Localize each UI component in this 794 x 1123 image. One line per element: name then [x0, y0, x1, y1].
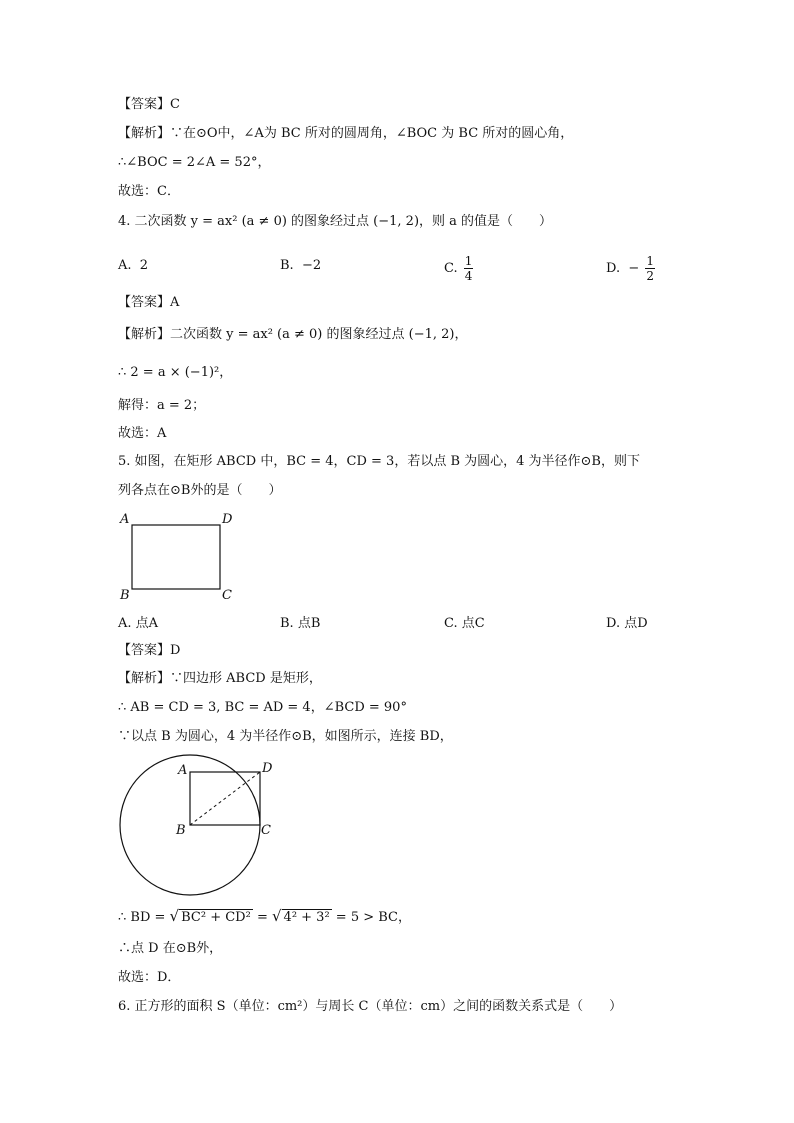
- q4-answer: 【答案】A: [118, 295, 180, 310]
- q4-option-d-numerator: 1: [646, 254, 655, 268]
- circle-label-a: A: [178, 763, 188, 778]
- q4-option-a-value: 2: [139, 258, 149, 273]
- q6-stem: 6. 正方形的面积 S（单位：cm²）与周长 C（单位：cm）之间的函数关系式是（ ）: [118, 999, 623, 1014]
- circle-label-b: B: [176, 823, 186, 838]
- q4-option-b-label: B.: [280, 258, 294, 273]
- label-c: C: [222, 588, 232, 603]
- rectangle-figure: [112, 508, 252, 604]
- sqrt-radicand-1: BC² + CD²: [181, 910, 251, 925]
- label-b: B: [120, 588, 130, 603]
- q5-analysis-line2: ∴ AB = CD = 3, BC = AD = 4，∠BCD = 90°: [118, 700, 407, 715]
- q5-answer: 【答案】D: [118, 643, 181, 658]
- q4-option-c-fraction: [464, 254, 474, 283]
- q4-option-d-denominator: 2: [646, 269, 655, 283]
- q4-option-d-fraction: [645, 254, 655, 283]
- sqrt-symbol-1: √: [169, 907, 180, 925]
- q5-option-a: A. 点A: [118, 616, 159, 631]
- label-a: A: [120, 512, 130, 527]
- rectangle-abcd: [132, 525, 220, 589]
- sqrt-symbol-2: √: [271, 907, 282, 925]
- bd-prefix: ∴ BD =: [118, 910, 170, 925]
- sqrt-radicand-2: 4² + 3²: [283, 910, 330, 925]
- label-d: D: [222, 512, 233, 527]
- q5-stem-line1: 5. 如图，在矩形 ABCD 中，BC = 4，CD = 3，若以点 B 为圆心，4 为半径作⊙B，则下: [118, 454, 640, 469]
- q5-option-d: D. 点D: [606, 616, 648, 631]
- q4-options: [118, 254, 678, 283]
- q3-choose: 故选：C．: [118, 184, 180, 199]
- q4-option-c-label: C.: [444, 261, 458, 276]
- q4-option-d-label: D.: [606, 261, 621, 276]
- q5-choose: 故选：D．: [118, 970, 181, 985]
- q3-analysis-line2: ∴∠BOC = 2∠A = 52°，: [118, 155, 271, 170]
- q5-analysis-line5: ∴点 D 在⊙B外，: [118, 941, 223, 956]
- q4-option-b-value: −2: [301, 258, 322, 273]
- q4-option-d-sign: −: [628, 261, 640, 276]
- circle-label-c: C: [261, 823, 271, 838]
- circle-figure: [112, 752, 282, 898]
- q5-analysis-line3: ∵以点 B 为圆心，4 为半径作⊙B，如图所示，连接 BD，: [118, 729, 453, 744]
- q4-analysis-line1: 【解析】二次函数 y = ax² (a ≠ 0) 的图象经过点 (−1, 2)，: [118, 327, 468, 342]
- circle-label-d: D: [262, 761, 273, 776]
- q5-analysis-line4: [118, 906, 411, 928]
- q4-stem: 4. 二次函数 y = ax² (a ≠ 0) 的图象经过点 (−1, 2)，则 a 的值是（ ）: [118, 214, 553, 229]
- q5-option-c: C. 点C: [444, 616, 485, 631]
- q3-analysis-line1: 【解析】∵在⊙O中，∠A为 BC 所对的圆周角，∠BOC 为 BC 所对的圆心角，: [118, 126, 574, 141]
- q4-option-c-numerator: 1: [464, 254, 473, 268]
- q4-option-b: [280, 254, 321, 278]
- q5-option-b: B. 点B: [280, 616, 321, 631]
- q5-options: [118, 612, 678, 636]
- q5-analysis-line1: 【解析】∵四边形 ABCD 是矩形，: [118, 671, 322, 686]
- q4-option-c-denominator: 4: [464, 269, 473, 283]
- q4-option-a: [118, 254, 148, 278]
- q4-analysis-line3: 解得：a = 2；: [118, 398, 206, 413]
- diagonal-bd: [190, 772, 260, 825]
- q4-option-a-label: A.: [118, 258, 132, 273]
- q4-option-c: [444, 254, 473, 283]
- q4-choose: 故选：A: [118, 426, 167, 441]
- bd-suffix: = 5 > BC，: [331, 910, 411, 925]
- q4-analysis-line2: ∴ 2 = a × (−1)²，: [118, 365, 233, 380]
- q3-answer: 【答案】C: [118, 97, 180, 112]
- bd-equals: =: [252, 910, 272, 925]
- q5-stem-line2: 列各点在⊙B外的是（ ）: [118, 483, 282, 498]
- q4-option-d: [606, 254, 655, 283]
